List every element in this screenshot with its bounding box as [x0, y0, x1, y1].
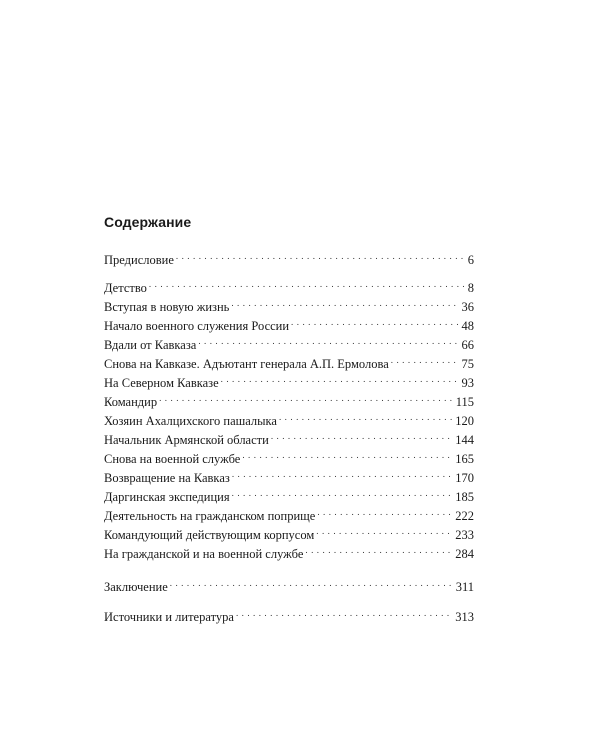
toc-entry-return-to-caucasus	[104, 466, 474, 485]
toc-entry-page: 144	[455, 433, 474, 447]
toc-entry-page: 115	[455, 395, 474, 409]
dot-leader	[221, 371, 459, 387]
dot-leader	[198, 333, 458, 349]
toc-entry-away-from-caucasus	[104, 333, 474, 352]
toc-entry-page: 6	[467, 253, 474, 267]
toc-entry-page: 66	[461, 338, 474, 352]
toc-entry-page: 36	[461, 300, 474, 314]
toc-entry-north-caucasus	[104, 371, 474, 390]
page-title: Содержание	[104, 214, 192, 230]
toc-entry-title: Источники и литература	[104, 610, 234, 624]
dot-leader	[159, 390, 453, 406]
toc-entry-title: Даргинская экспедиция	[104, 490, 230, 504]
toc-entry-page: 48	[461, 319, 474, 333]
dot-leader	[316, 523, 452, 539]
toc-entry-title: Детство	[104, 281, 147, 295]
dot-leader	[391, 352, 459, 368]
toc-entry-title: Начальник Армянской области	[104, 433, 269, 447]
toc-entry-page: 120	[455, 414, 474, 428]
toc-entry-title: Предисловие	[104, 253, 174, 267]
toc-entry-title: На гражданской и на военной службе	[104, 547, 304, 561]
dot-leader	[232, 485, 453, 501]
dot-leader	[242, 447, 452, 463]
dot-leader	[170, 575, 453, 591]
toc-entry-adjutant-ermolov	[104, 352, 474, 371]
toc-entry-title: Хозяин Ахалцихского пашалыка	[104, 414, 277, 428]
dot-leader	[176, 248, 465, 264]
toc-entry-armenian-region	[104, 428, 474, 447]
toc-entry-page: 185	[455, 490, 474, 504]
toc-entry-preface	[104, 248, 474, 267]
toc-entry-title: Снова на военной службе	[104, 452, 241, 466]
toc-entry-military-service-start	[104, 314, 474, 333]
dot-leader	[317, 504, 452, 520]
toc-entry-civil-activity	[104, 504, 474, 523]
toc-entry-page: 8	[467, 281, 474, 295]
toc-entry-page: 165	[455, 452, 474, 466]
toc-entry-sources	[104, 605, 474, 624]
toc-entry-title: Начало военного служения России	[104, 319, 290, 333]
toc-entry-title: Заключение	[104, 580, 168, 594]
toc-entry-commander	[104, 390, 474, 409]
toc-entry-akhaltsikhe-pashalik	[104, 409, 474, 428]
dot-leader	[305, 542, 452, 558]
toc-entry-childhood	[104, 276, 474, 295]
toc-entry-new-life	[104, 295, 474, 314]
toc-entry-page: 284	[455, 547, 474, 561]
dot-leader	[271, 428, 452, 444]
toc-entry-page: 233	[455, 528, 474, 542]
dot-leader	[149, 276, 465, 292]
toc-entry-page: 75	[461, 357, 474, 371]
toc-entry-title: Возвращение на Кавказ	[104, 471, 230, 485]
toc-entry-conclusion	[104, 575, 474, 594]
dot-leader	[236, 605, 452, 621]
toc-entry-title: Вступая в новую жизнь	[104, 300, 230, 314]
toc-entry-page: 222	[455, 509, 474, 523]
toc-entry-page: 93	[461, 376, 474, 390]
toc-entry-corps-commander	[104, 523, 474, 542]
dot-leader	[291, 314, 458, 330]
toc-entry-page: 170	[455, 471, 474, 485]
toc-entry-title: Командир	[104, 395, 158, 409]
toc-entry-page: 313	[455, 610, 474, 624]
toc-entry-title: На Северном Кавказе	[104, 376, 219, 390]
toc-entry-military-service-again	[104, 447, 474, 466]
dot-leader	[279, 409, 452, 425]
dot-leader	[232, 466, 452, 482]
toc-entry-title: Деятельность на гражданском поприще	[104, 509, 316, 523]
toc-entry-title: Командующий действующим корпусом	[104, 528, 315, 542]
toc-entry-title: Снова на Кавказе. Адъютант генерала А.П. Ермолова	[104, 357, 389, 371]
toc-entry-civil-and-military	[104, 542, 474, 561]
toc-entry-title: Вдали от Кавказа	[104, 338, 197, 352]
dot-leader	[231, 295, 458, 311]
toc-entry-page: 311	[455, 580, 474, 594]
toc-entry-dargo-expedition	[104, 485, 474, 504]
